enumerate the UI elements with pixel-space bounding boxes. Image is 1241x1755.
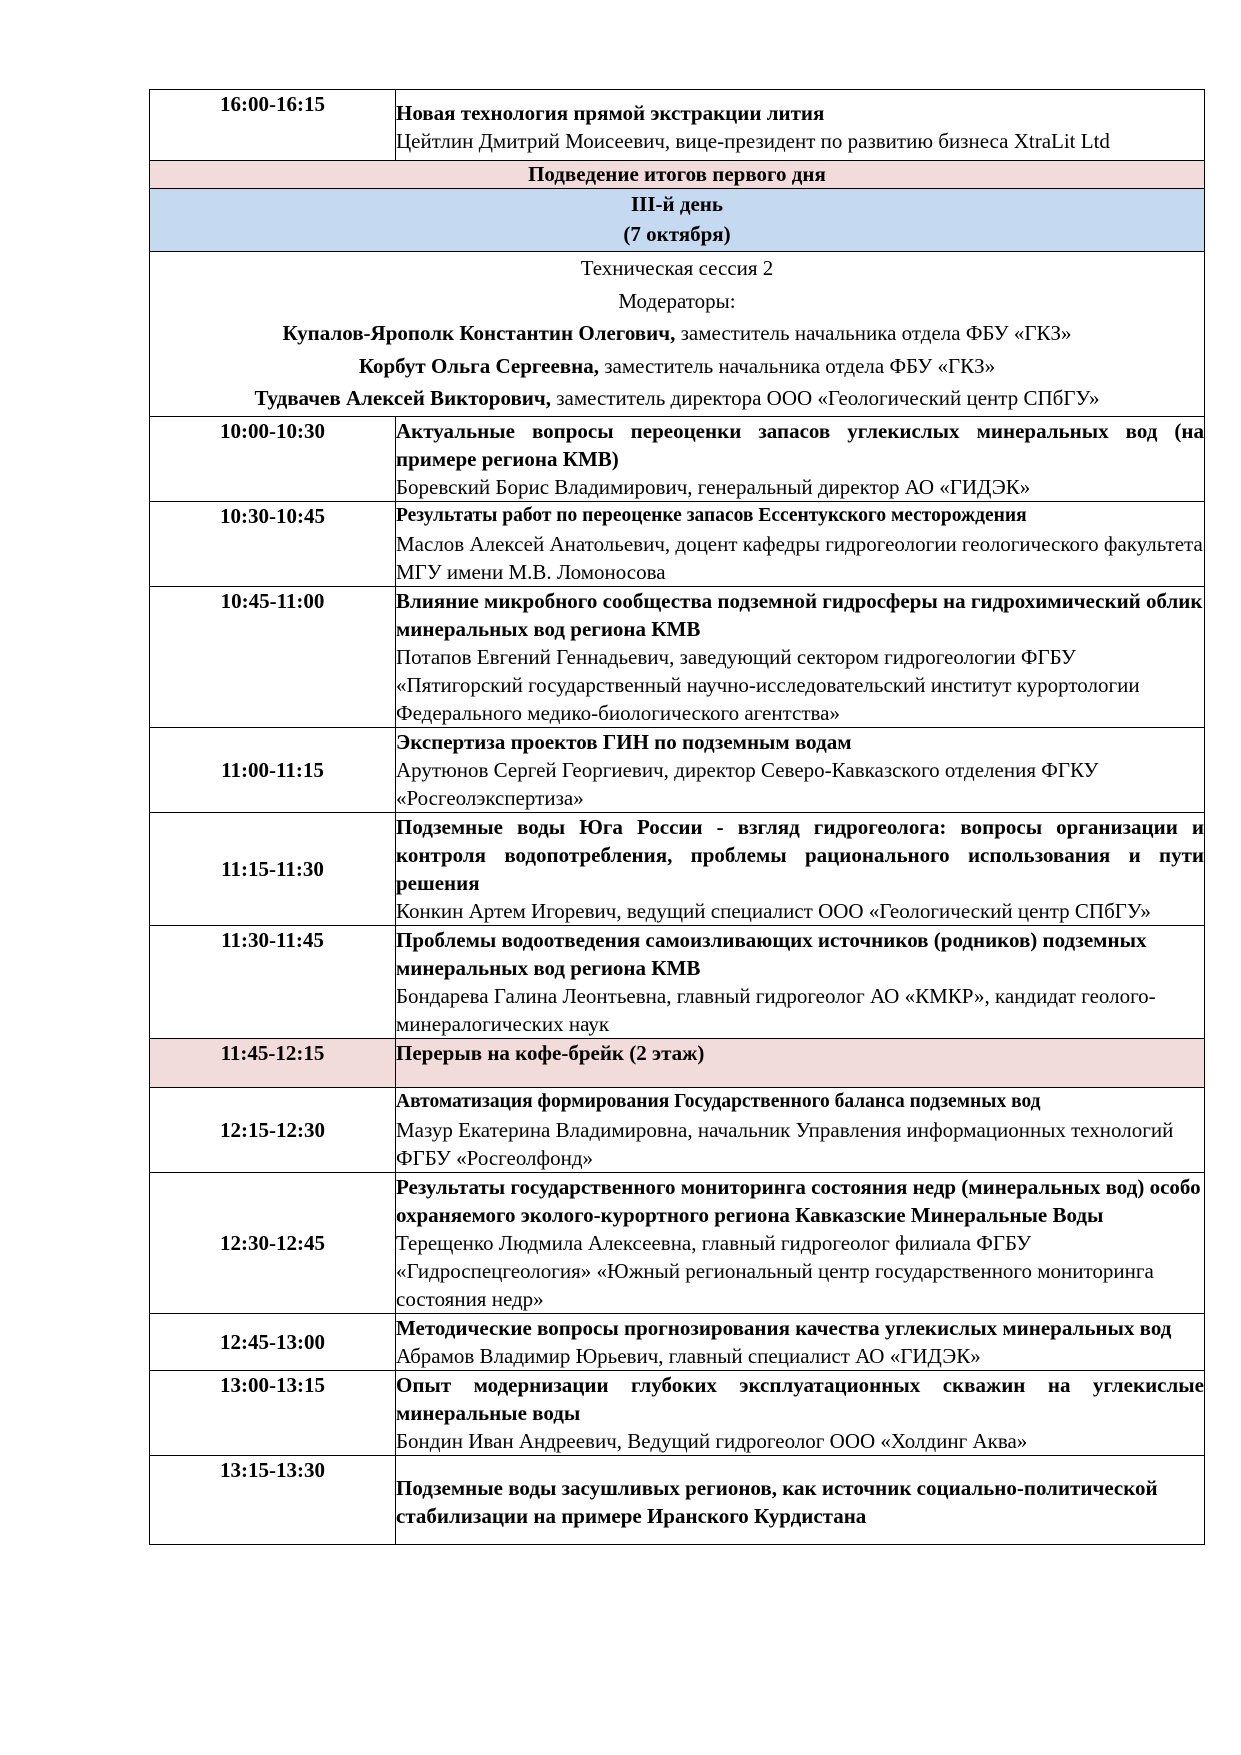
table-row (150, 727, 1205, 812)
talk-title: Результаты государственного мониторинга состояния недр (минеральных вод) особо охраняемого эколого-курортного региона Кавказские Минеральные Воды (396, 1174, 1201, 1227)
talk-cell (396, 1313, 1205, 1370)
table-row (150, 1087, 1205, 1172)
talk-title: Влияние микробного сообщества подземной гидросферы на гидрохимический облик минеральных вод региона КМВ (396, 588, 1203, 641)
talk-speaker: Абрамов Владимир Юрьевич, главный специалист АО «ГИДЭК» (396, 1343, 981, 1368)
moderator-name: Купалов-Ярополк Константин Олегович, (282, 321, 676, 345)
talk-title: Автоматизация формирования Государственного баланса подземных вод (396, 1090, 1041, 1112)
moderator-line (154, 350, 1200, 383)
talk-speaker: Бондин Иван Андреевич, Ведущий гидрогеолог ООО «Холдинг Аква» (396, 1428, 1028, 1453)
talk-title: Актуальные вопросы переоценки запасов углекислых минеральных вод (на примере региона КМВ) (396, 418, 1204, 471)
time-cell: 11:00-11:15 (150, 727, 396, 812)
talk-title: Опыт модернизации глубоких эксплуатационных скважин на углекислые минеральные воды (396, 1372, 1204, 1425)
talk-cell (396, 1455, 1205, 1544)
talk-title: Проблемы водоотведения самоизливающих источников (родников) подземных минеральных вод региона КМВ (396, 927, 1147, 980)
summary-row (150, 161, 1205, 189)
talk-speaker: Маслов Алексей Анатольевич, доцент кафедры гидрогеологии геологического факультета МГУ имени М.В. Ломоносова (396, 531, 1203, 584)
day-banner (150, 189, 1205, 252)
talk-title: Результаты работ по переоценке запасов Ессентукского месторождения (396, 504, 1027, 526)
time-cell: 16:00-16:15 (150, 90, 396, 161)
talk-title: Экспертиза проектов ГИН по подземным водам (396, 729, 852, 754)
talk-cell (396, 1172, 1205, 1313)
talk-speaker: Мазур Екатерина Владимировна, начальник Управления информационных технологий ФГБУ «Росгеолфонд» (396, 1117, 1174, 1170)
time-cell: 12:15-12:30 (150, 1087, 396, 1172)
talk-speaker: Арутюнов Сергей Георгиевич, директор Северо-Кавказского отделения ФГКУ «Росгеолэкспертиза» (396, 757, 1099, 810)
talk-title: Методические вопросы прогнозирования качества углекислых минеральных вод (396, 1315, 1172, 1340)
talk-cell (396, 416, 1205, 501)
session-row (150, 252, 1205, 417)
table-row (150, 1370, 1205, 1455)
moderator-role: заместитель директора ООО «Геологический центр СПбГУ» (551, 386, 1100, 410)
time-cell: 11:30-11:45 (150, 925, 396, 1038)
moderator-line (154, 317, 1200, 350)
day-row (150, 189, 1205, 252)
time-cell: 11:15-11:30 (150, 812, 396, 925)
session-name: Техническая сессия 2 (580, 256, 774, 280)
moderator-name: Тудвачев Алексей Викторович, (254, 386, 551, 410)
talk-cell (396, 1087, 1205, 1172)
table-row (150, 1313, 1205, 1370)
talk-cell (396, 1038, 1205, 1087)
table-row (150, 586, 1205, 727)
table-row (150, 1455, 1205, 1544)
time-cell: 13:15-13:30 (150, 1455, 396, 1544)
talk-speaker: Цейтлин Дмитрий Моисеевич, вице-президент по развитию бизнеса XtraLit Ltd (396, 129, 1110, 153)
talk-cell (396, 727, 1205, 812)
moderator-role: заместитель начальника отдела ФБУ «ГКЗ» (675, 321, 1072, 345)
moderator-name: Корбут Ольга Сергеевна, (358, 353, 599, 378)
talk-title: Подземные воды засушливых регионов, как источник социально-политической стабилизации на примере Иранского Курдистана (396, 1475, 1158, 1528)
talk-speaker: Конкин Артем Игоревич, ведущий специалист ООО «Геологический центр СПбГУ» (396, 898, 1151, 923)
talk-speaker: Бондарева Галина Леонтьевна, главный гидрогеолог АО «КМКР», кандидат геолого-минералогических наук (396, 983, 1156, 1036)
time-cell: 10:45-11:00 (150, 586, 396, 727)
table-row (150, 925, 1205, 1038)
talk-speaker: Боревский Борис Владимирович, генеральный директор АО «ГИДЭК» (396, 474, 1031, 499)
talk-cell (396, 1370, 1205, 1455)
time-cell: 10:00-10:30 (150, 416, 396, 501)
program-table (149, 89, 1205, 1545)
table-row (150, 501, 1205, 586)
moderator-role: заместитель начальника отдела ФБУ «ГКЗ» (598, 353, 996, 378)
talk-cell (396, 586, 1205, 727)
summary-banner: Подведение итогов первого дня (150, 161, 1205, 189)
talk-title: Подземные воды Юга России - взгляд гидрогеолога: вопросы организации и контроля водопотребления, проблемы рационального использования и пути решения (396, 814, 1204, 895)
day-title: III-й день (630, 192, 723, 216)
talk-cell (396, 925, 1205, 1038)
moderator-line (154, 382, 1200, 415)
talk-speaker: Терещенко Людмила Алексеевна, главный гидрогеолог филиала ФГБУ «Гидроспецгеология» «Южный региональный центр государственного мониторинга состояния недр» (396, 1230, 1154, 1311)
table-row (150, 1172, 1205, 1313)
time-cell: 10:30-10:45 (150, 501, 396, 586)
talk-cell (396, 501, 1205, 586)
day-date: (7 октября) (623, 222, 731, 246)
talk-title: Перерыв на кофе-брейк (2 этаж) (396, 1040, 705, 1065)
talk-title: Новая технология прямой экстракции лития (396, 101, 825, 125)
table-row (150, 416, 1205, 501)
table-row (150, 812, 1205, 925)
coffee-break-row (150, 1038, 1205, 1087)
talk-cell (396, 812, 1205, 925)
time-cell: 12:45-13:00 (150, 1313, 396, 1370)
time-cell: 12:30-12:45 (150, 1172, 396, 1313)
time-cell: 13:00-13:15 (150, 1370, 396, 1455)
talk-speaker: Потапов Евгений Геннадьевич, заведующий сектором гидрогеологии ФГБУ «Пятигорский государственный научно-исследовательский институт курортологии Федерального медико-биологического агентства» (396, 644, 1140, 725)
session-info (150, 252, 1205, 417)
table-row (150, 90, 1205, 161)
moderators-label: Модераторы: (618, 288, 736, 313)
time-cell: 11:45-12:15 (150, 1038, 396, 1087)
talk-cell (396, 90, 1205, 161)
